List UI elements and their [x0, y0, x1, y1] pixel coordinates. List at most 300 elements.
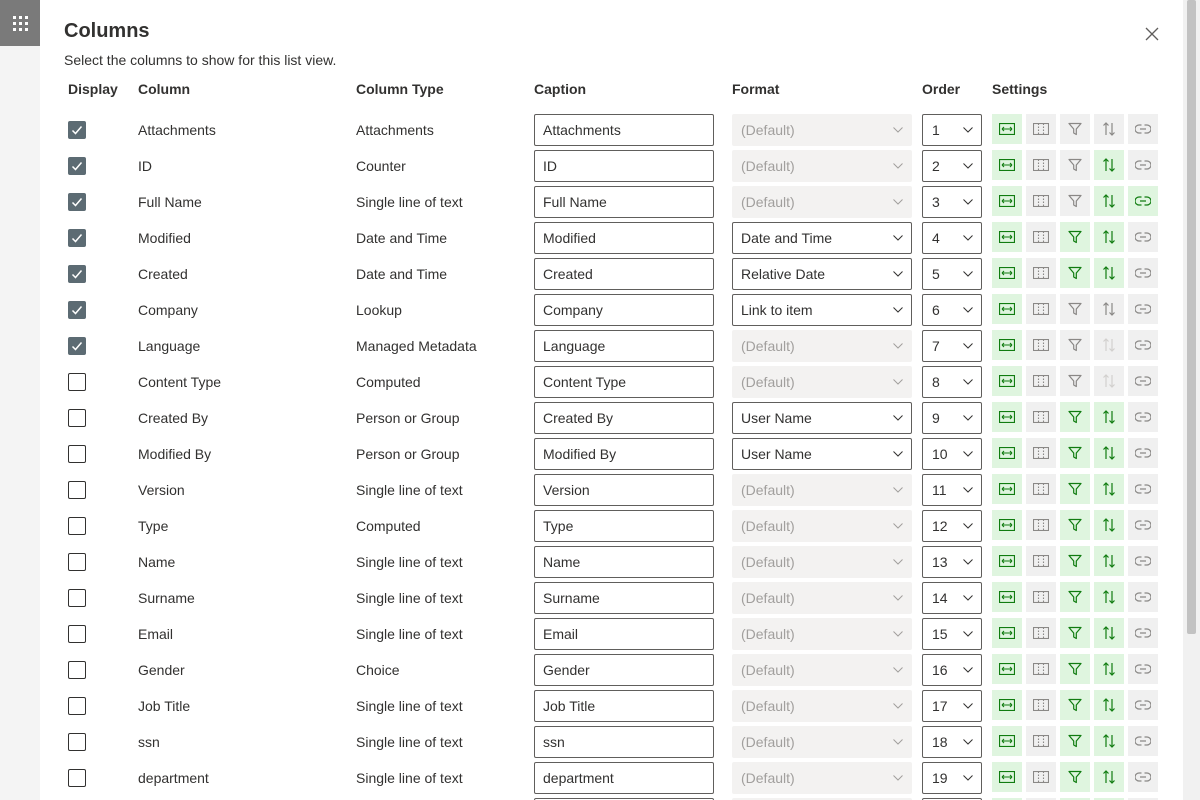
sort-icon — [1102, 122, 1116, 136]
table-row — [40, 615, 1183, 651]
link-setting-button[interactable] — [1128, 366, 1158, 396]
resize-icon — [999, 267, 1015, 279]
resize-setting-button[interactable] — [992, 186, 1022, 216]
sort-setting-button[interactable] — [1094, 150, 1124, 180]
hide-setting-button[interactable] — [1026, 474, 1056, 504]
filter-setting-button[interactable] — [1060, 474, 1090, 504]
hide-column-icon — [1033, 591, 1049, 603]
resize-icon — [999, 591, 1015, 603]
sort-setting-button[interactable] — [1094, 114, 1124, 144]
order-dropdown[interactable] — [922, 222, 982, 254]
resize-setting-button[interactable] — [992, 618, 1022, 648]
sort-setting-button[interactable] — [1094, 294, 1124, 324]
resize-setting-button[interactable] — [992, 582, 1022, 612]
resize-setting-button[interactable] — [992, 438, 1022, 468]
checkmark-icon — [71, 232, 83, 244]
dialog-subtitle: Select the columns to show for this list view. — [64, 52, 337, 68]
chevron-down-icon — [963, 199, 973, 205]
column-type: Date and Time — [356, 266, 448, 282]
resize-setting-button[interactable] — [992, 114, 1022, 144]
sort-setting-button[interactable] — [1094, 690, 1124, 720]
order-dropdown[interactable] — [922, 762, 982, 794]
table-row — [40, 795, 1183, 800]
column-type: Single line of text — [356, 698, 463, 714]
header-caption: Caption — [534, 81, 587, 97]
caption-input[interactable]: ID — [534, 150, 714, 182]
filter-setting-button[interactable] — [1060, 762, 1090, 792]
filter-setting-button[interactable] — [1060, 654, 1090, 684]
resize-setting-button[interactable] — [992, 690, 1022, 720]
sort-setting-button[interactable] — [1094, 726, 1124, 756]
hide-setting-button[interactable] — [1026, 762, 1056, 792]
filter-setting-button[interactable] — [1060, 186, 1090, 216]
filter-setting-button[interactable] — [1060, 366, 1090, 396]
format-dropdown[interactable] — [732, 222, 912, 254]
display-checkbox[interactable] — [68, 337, 86, 355]
caption-input[interactable]: Created — [534, 258, 714, 290]
filter-setting-button[interactable] — [1060, 726, 1090, 756]
filter-setting-button[interactable] — [1060, 438, 1090, 468]
hide-setting-button[interactable] — [1026, 366, 1056, 396]
filter-icon — [1068, 446, 1082, 460]
hide-setting-button[interactable] — [1026, 150, 1056, 180]
chevron-down-icon — [963, 559, 973, 565]
link-setting-button[interactable] — [1128, 438, 1158, 468]
chevron-down-icon — [893, 775, 903, 781]
column-name: Email — [138, 626, 174, 642]
resize-setting-button[interactable] — [992, 726, 1022, 756]
resize-setting-button[interactable] — [992, 474, 1022, 504]
chevron-down-icon — [893, 343, 903, 349]
link-setting-button[interactable] — [1128, 690, 1158, 720]
chevron-down-icon — [893, 595, 903, 601]
caption-input[interactable]: Job Title — [534, 690, 714, 722]
resize-setting-button[interactable] — [992, 150, 1022, 180]
caption-input[interactable]: Company — [534, 294, 714, 326]
sort-icon — [1102, 698, 1116, 712]
link-setting-button[interactable] — [1128, 222, 1158, 252]
chevron-down-icon — [963, 163, 973, 169]
display-checkbox[interactable] — [68, 445, 86, 463]
resize-setting-button[interactable] — [992, 294, 1022, 324]
filter-setting-button[interactable] — [1060, 114, 1090, 144]
app-launcher-button[interactable] — [0, 0, 40, 46]
format-dropdown — [732, 654, 912, 686]
resize-icon — [999, 483, 1015, 495]
sort-setting-button[interactable] — [1094, 762, 1124, 792]
column-name: ID — [138, 158, 152, 174]
hide-column-icon — [1033, 303, 1049, 315]
chevron-down-icon — [963, 415, 973, 421]
sort-setting-button[interactable] — [1094, 510, 1124, 540]
filter-setting-button[interactable] — [1060, 222, 1090, 252]
order-value: 13 — [932, 554, 948, 570]
caption-input[interactable]: Full Name — [534, 186, 714, 218]
format-dropdown[interactable] — [732, 402, 912, 434]
filter-icon — [1068, 518, 1082, 532]
hide-setting-button[interactable] — [1026, 618, 1056, 648]
column-type: Choice — [356, 662, 400, 678]
caption-input[interactable]: Attachments — [534, 114, 714, 146]
order-dropdown[interactable] — [922, 402, 982, 434]
table-row — [40, 651, 1183, 687]
link-icon — [1135, 268, 1151, 278]
chevron-down-icon — [963, 703, 973, 709]
chevron-down-icon — [963, 631, 973, 637]
caption-input[interactable]: ssn — [534, 726, 714, 758]
filter-setting-button[interactable] — [1060, 618, 1090, 648]
filter-setting-button[interactable] — [1060, 510, 1090, 540]
filter-icon — [1068, 554, 1082, 568]
chevron-down-icon — [963, 235, 973, 241]
link-icon — [1135, 124, 1151, 134]
hide-column-icon — [1033, 735, 1049, 747]
checkmark-icon — [71, 124, 83, 136]
order-value: 18 — [932, 734, 948, 750]
display-checkbox[interactable] — [68, 589, 86, 607]
format-dropdown — [732, 366, 912, 398]
column-type: Counter — [356, 158, 406, 174]
filter-setting-button[interactable] — [1060, 582, 1090, 612]
hide-setting-button[interactable] — [1026, 186, 1056, 216]
link-icon — [1135, 340, 1151, 350]
sort-icon — [1102, 590, 1116, 604]
column-type: Single line of text — [356, 554, 463, 570]
format-dropdown[interactable] — [732, 294, 912, 326]
caption-input[interactable]: Created By — [534, 402, 714, 434]
sort-setting-button[interactable] — [1094, 618, 1124, 648]
hide-column-icon — [1033, 267, 1049, 279]
link-setting-button[interactable] — [1128, 294, 1158, 324]
column-type: Single line of text — [356, 626, 463, 642]
display-checkbox[interactable] — [68, 661, 86, 679]
order-value: 6 — [932, 302, 940, 318]
link-icon — [1135, 160, 1151, 170]
order-dropdown[interactable] — [922, 474, 982, 506]
display-checkbox[interactable] — [68, 301, 86, 319]
format-dropdown[interactable] — [732, 258, 912, 290]
resize-setting-button[interactable] — [992, 366, 1022, 396]
display-checkbox[interactable] — [68, 517, 86, 535]
link-icon — [1135, 772, 1151, 782]
order-dropdown[interactable] — [922, 690, 982, 722]
sort-setting-button[interactable] — [1094, 654, 1124, 684]
link-icon — [1135, 700, 1151, 710]
header-order: Order — [922, 81, 961, 97]
hide-setting-button[interactable] — [1026, 546, 1056, 576]
format-value: (Default) — [741, 482, 795, 498]
link-icon — [1135, 556, 1151, 566]
format-value: (Default) — [741, 770, 795, 786]
link-icon — [1135, 376, 1151, 386]
sort-icon — [1102, 338, 1116, 352]
order-dropdown[interactable] — [922, 726, 982, 758]
sort-icon — [1102, 482, 1116, 496]
sort-setting-button[interactable] — [1094, 366, 1124, 396]
hide-column-icon — [1033, 411, 1049, 423]
chevron-down-icon — [963, 307, 973, 313]
resize-setting-button[interactable] — [992, 258, 1022, 288]
link-icon — [1135, 520, 1151, 530]
display-checkbox[interactable] — [68, 625, 86, 643]
chevron-down-icon — [893, 235, 903, 241]
format-value: (Default) — [741, 590, 795, 606]
table-row — [40, 219, 1183, 255]
header-column-type: Column Type — [356, 81, 444, 97]
link-icon — [1135, 304, 1151, 314]
order-dropdown[interactable] — [922, 114, 982, 146]
header-settings: Settings — [992, 81, 1048, 97]
sort-setting-button[interactable] — [1094, 258, 1124, 288]
chevron-down-icon — [893, 127, 903, 133]
resize-setting-button[interactable] — [992, 510, 1022, 540]
display-checkbox[interactable] — [68, 481, 86, 499]
format-dropdown — [732, 618, 912, 650]
chevron-down-icon — [893, 163, 903, 169]
hide-setting-button[interactable] — [1026, 330, 1056, 360]
caption-input[interactable]: Language — [534, 330, 714, 362]
scrollbar[interactable] — [1183, 0, 1200, 800]
format-value: (Default) — [741, 734, 795, 750]
chevron-down-icon — [963, 127, 973, 133]
column-type: Single line of text — [356, 194, 463, 210]
scrollbar-thumb[interactable] — [1187, 0, 1196, 634]
caption-input[interactable]: Modified — [534, 222, 714, 254]
chevron-down-icon — [963, 739, 973, 745]
link-setting-button[interactable] — [1128, 330, 1158, 360]
resize-icon — [999, 411, 1015, 423]
display-checkbox[interactable] — [68, 733, 86, 751]
resize-setting-button[interactable] — [992, 654, 1022, 684]
display-checkbox[interactable] — [68, 229, 86, 247]
column-name: Gender — [138, 662, 185, 678]
format-value: Relative Date — [741, 266, 826, 282]
resize-icon — [999, 699, 1015, 711]
format-value: Link to item — [741, 302, 813, 318]
chevron-down-icon — [893, 523, 903, 529]
chevron-down-icon — [963, 595, 973, 601]
chevron-down-icon — [963, 667, 973, 673]
order-dropdown[interactable] — [922, 546, 982, 578]
resize-setting-button[interactable] — [992, 762, 1022, 792]
column-type: Lookup — [356, 302, 402, 318]
sort-icon — [1102, 266, 1116, 280]
filter-setting-button[interactable] — [1060, 402, 1090, 432]
order-dropdown[interactable] — [922, 330, 982, 362]
resize-setting-button[interactable] — [992, 330, 1022, 360]
filter-setting-button[interactable] — [1060, 690, 1090, 720]
sort-setting-button[interactable] — [1094, 330, 1124, 360]
link-icon — [1135, 664, 1151, 674]
table-row — [40, 579, 1183, 615]
checkmark-icon — [71, 268, 83, 280]
sort-setting-button[interactable] — [1094, 438, 1124, 468]
display-checkbox[interactable] — [68, 265, 86, 283]
resize-icon — [999, 195, 1015, 207]
caption-input[interactable]: Modified By — [534, 438, 714, 470]
caption-input[interactable]: Gender — [534, 654, 714, 686]
link-setting-button[interactable] — [1128, 762, 1158, 792]
chevron-down-icon — [963, 487, 973, 493]
order-dropdown[interactable] — [922, 510, 982, 542]
hide-setting-button[interactable] — [1026, 510, 1056, 540]
order-dropdown[interactable] — [922, 438, 982, 470]
order-value: 3 — [932, 194, 940, 210]
link-setting-button[interactable] — [1128, 402, 1158, 432]
order-dropdown[interactable] — [922, 186, 982, 218]
hide-setting-button[interactable] — [1026, 402, 1056, 432]
hide-column-icon — [1033, 339, 1049, 351]
order-dropdown[interactable] — [922, 582, 982, 614]
filter-icon — [1068, 734, 1082, 748]
chevron-down-icon — [963, 775, 973, 781]
hide-setting-button[interactable] — [1026, 222, 1056, 252]
display-checkbox[interactable] — [68, 121, 86, 139]
filter-icon — [1068, 122, 1082, 136]
link-setting-button[interactable] — [1128, 582, 1158, 612]
display-checkbox[interactable] — [68, 553, 86, 571]
display-checkbox[interactable] — [68, 157, 86, 175]
close-button[interactable] — [1140, 22, 1164, 46]
resize-setting-button[interactable] — [992, 402, 1022, 432]
table-row — [40, 147, 1183, 183]
column-name: Company — [138, 302, 198, 318]
link-setting-button[interactable] — [1128, 654, 1158, 684]
hide-setting-button[interactable] — [1026, 114, 1056, 144]
link-icon — [1135, 736, 1151, 746]
link-setting-button[interactable] — [1128, 726, 1158, 756]
order-value: 2 — [932, 158, 940, 174]
filter-setting-button[interactable] — [1060, 258, 1090, 288]
display-checkbox[interactable] — [68, 697, 86, 715]
caption-input[interactable]: Email — [534, 618, 714, 650]
order-dropdown[interactable] — [922, 618, 982, 650]
sort-setting-button[interactable] — [1094, 474, 1124, 504]
format-dropdown — [732, 726, 912, 758]
resize-setting-button[interactable] — [992, 222, 1022, 252]
link-setting-button[interactable] — [1128, 510, 1158, 540]
chevron-down-icon — [893, 631, 903, 637]
format-dropdown — [732, 330, 912, 362]
format-dropdown — [732, 690, 912, 722]
chevron-down-icon — [893, 415, 903, 421]
order-dropdown[interactable] — [922, 150, 982, 182]
order-value: 5 — [932, 266, 940, 282]
chevron-down-icon — [893, 559, 903, 565]
filter-icon — [1068, 482, 1082, 496]
chevron-down-icon — [893, 307, 903, 313]
filter-icon — [1068, 410, 1082, 424]
filter-icon — [1068, 770, 1082, 784]
hide-setting-button[interactable] — [1026, 726, 1056, 756]
column-type: Computed — [356, 518, 421, 534]
resize-icon — [999, 339, 1015, 351]
table-row — [40, 687, 1183, 723]
column-name: Name — [138, 554, 176, 570]
hide-setting-button[interactable] — [1026, 654, 1056, 684]
hide-setting-button[interactable] — [1026, 438, 1056, 468]
link-setting-button[interactable] — [1128, 546, 1158, 576]
sort-setting-button[interactable] — [1094, 546, 1124, 576]
header-column: Column — [138, 81, 191, 97]
format-value: User Name — [741, 446, 812, 462]
sort-setting-button[interactable] — [1094, 582, 1124, 612]
hide-setting-button[interactable] — [1026, 258, 1056, 288]
order-value: 8 — [932, 374, 940, 390]
display-checkbox[interactable] — [68, 769, 86, 787]
order-dropdown[interactable] — [922, 294, 982, 326]
resize-setting-button[interactable] — [992, 546, 1022, 576]
waffle-icon — [13, 16, 28, 31]
link-setting-button[interactable] — [1128, 186, 1158, 216]
filter-setting-button[interactable] — [1060, 330, 1090, 360]
filter-icon — [1068, 338, 1082, 352]
caption-input[interactable]: Type — [534, 510, 714, 542]
hide-setting-button[interactable] — [1026, 690, 1056, 720]
display-checkbox[interactable] — [68, 193, 86, 211]
column-name: Created By — [138, 410, 209, 426]
filter-setting-button[interactable] — [1060, 150, 1090, 180]
filter-icon — [1068, 698, 1082, 712]
link-setting-button[interactable] — [1128, 150, 1158, 180]
hide-column-icon — [1033, 699, 1049, 711]
format-dropdown — [732, 762, 912, 794]
format-value: (Default) — [741, 194, 795, 210]
sort-icon — [1102, 554, 1116, 568]
display-checkbox[interactable] — [68, 409, 86, 427]
resize-icon — [999, 555, 1015, 567]
link-setting-button[interactable] — [1128, 474, 1158, 504]
caption-input[interactable]: department — [534, 762, 714, 794]
format-dropdown[interactable] — [732, 438, 912, 470]
filter-setting-button[interactable] — [1060, 546, 1090, 576]
column-type: Single line of text — [356, 482, 463, 498]
hide-column-icon — [1033, 195, 1049, 207]
resize-icon — [999, 123, 1015, 135]
sort-setting-button[interactable] — [1094, 186, 1124, 216]
display-checkbox[interactable] — [68, 373, 86, 391]
order-value: 9 — [932, 410, 940, 426]
sort-setting-button[interactable] — [1094, 402, 1124, 432]
order-dropdown[interactable] — [922, 654, 982, 686]
link-setting-button[interactable] — [1128, 258, 1158, 288]
format-dropdown — [732, 474, 912, 506]
hide-setting-button[interactable] — [1026, 582, 1056, 612]
sort-setting-button[interactable] — [1094, 222, 1124, 252]
caption-input[interactable]: Version — [534, 474, 714, 506]
caption-input[interactable]: Content Type — [534, 366, 714, 398]
column-type: Single line of text — [356, 770, 463, 786]
order-dropdown[interactable] — [922, 258, 982, 290]
hide-setting-button[interactable] — [1026, 294, 1056, 324]
sort-icon — [1102, 734, 1116, 748]
caption-input[interactable]: Name — [534, 546, 714, 578]
filter-icon — [1068, 230, 1082, 244]
order-value: 1 — [932, 122, 940, 138]
order-value: 14 — [932, 590, 948, 606]
filter-setting-button[interactable] — [1060, 294, 1090, 324]
table-row — [40, 543, 1183, 579]
chevron-down-icon — [963, 523, 973, 529]
link-setting-button[interactable] — [1128, 114, 1158, 144]
chevron-down-icon — [893, 667, 903, 673]
order-dropdown[interactable] — [922, 366, 982, 398]
column-type: Single line of text — [356, 734, 463, 750]
filter-icon — [1068, 158, 1082, 172]
hide-column-icon — [1033, 627, 1049, 639]
link-setting-button[interactable] — [1128, 618, 1158, 648]
caption-input[interactable]: Surname — [534, 582, 714, 614]
